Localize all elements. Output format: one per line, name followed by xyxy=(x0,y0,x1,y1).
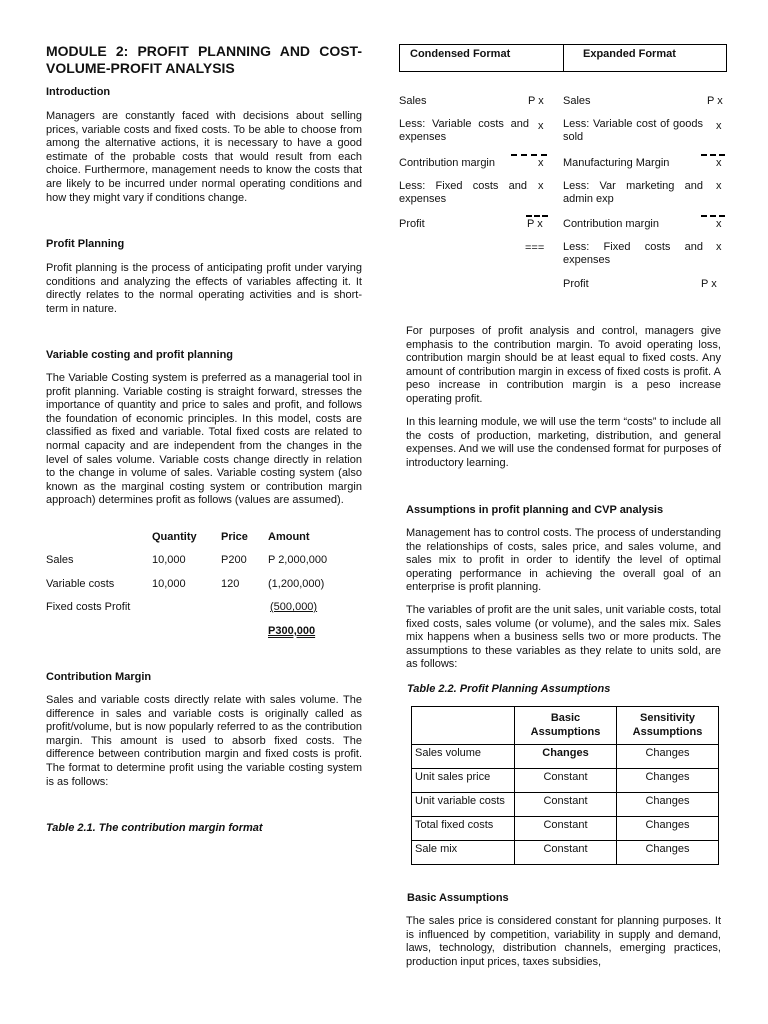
table-cell: Total fixed costs xyxy=(412,817,515,841)
expanded-format-label: Expanded Format xyxy=(583,48,676,60)
table-cell: Changes xyxy=(617,817,719,841)
row-price: 120 xyxy=(221,578,240,590)
profit-planning-text: Profit planning is the process of anticipating profit under varying conditions and analyzing the effects of variables affecting it. It directly relates to the normal operating activities and is short- term in nature. xyxy=(46,262,362,315)
condensed-value: P x xyxy=(527,218,543,230)
condensed-format-label: Condensed Format xyxy=(410,48,511,60)
variable-costing-text: The Variable Costing system is preferred as a managerial tool in profit planning. Variable costing is straight forward, stresses the importance of quantity and price to sales and profit, and follows the foundation of economic principles. In this model, costs are classified as fixed and variable. Total fixed costs are related to normal capacity and are independent from the changes in the level of sales volume. Variable costs change directly in relation to the change in volume of sales. Variable costing system (also known as the marginal costing system or contribution margin approach) determines profit as follows (values are assumed). xyxy=(46,372,362,507)
page-title: MODULE 2: PROFIT PLANNING AND COST-VOLUME-PROFIT ANALYSIS xyxy=(46,43,362,76)
condensed-label: Profit xyxy=(399,218,425,230)
assumptions-text-1: Management has to control costs. The process of understanding the relationships of costs, sales price, and sales volume, and sales mix to profit in order to identify the level of optimal operating performance in achieving the overall goal of an enterprise is profit planning. xyxy=(406,527,721,594)
col-header-quantity: Quantity xyxy=(152,531,197,543)
table-cell: Constant xyxy=(515,841,617,865)
table-row xyxy=(412,793,719,817)
table-cell: Changes xyxy=(515,745,617,769)
table-2-2-caption: Table 2.2. Profit Planning Assumptions xyxy=(407,683,611,695)
row-quantity: 10,000 xyxy=(152,554,186,566)
assumptions-text-2: The variables of profit are the unit sales, unit variable costs, total fixed costs, sales volume (or volume), and the sales mix. Sales mix happens when a business sells two or more products. The assumptions to these variables as they relate to units sold, are as follows: xyxy=(406,604,721,671)
table-row xyxy=(412,745,719,769)
table-row xyxy=(412,841,719,865)
expanded-value: x xyxy=(716,157,722,169)
condensed-label: Sales xyxy=(399,95,427,107)
table-header-cell: Basic Assumptions xyxy=(515,707,617,745)
profit-total: P300,000 xyxy=(268,625,316,637)
expanded-label: Sales xyxy=(563,95,591,107)
table-header-cell: Sensitivity Assumptions xyxy=(617,707,719,745)
expanded-value: P x xyxy=(707,95,723,107)
variable-costing-heading: Variable costing and profit planning xyxy=(46,349,234,361)
expanded-label: Manufacturing Margin xyxy=(563,157,670,169)
condensed-end-mark: === xyxy=(525,242,545,254)
col-header-price: Price xyxy=(221,531,248,543)
table-cell: Constant xyxy=(515,769,617,793)
condensed-label: Less: Variable costs and expenses xyxy=(399,118,529,144)
expanded-value: x xyxy=(716,241,722,253)
expanded-value: x xyxy=(716,218,722,230)
module-text: In this learning module, we will use the term “costs” to include all the costs of production, marketing, distribution, and general expenses. And we will use the condensed format for purposes of introductory learning. xyxy=(406,416,721,469)
row-quantity: 10,000 xyxy=(152,578,186,590)
expanded-value: x xyxy=(716,180,722,192)
row-amount: (500,000) xyxy=(270,601,318,613)
table-cell: Unit variable costs xyxy=(412,793,515,817)
condensed-value: x xyxy=(538,180,544,192)
basic-assumptions-heading: Basic Assumptions xyxy=(407,892,509,904)
basic-assumptions-text: The sales price is considered constant for planning purposes. It is influenced by competition, variability in supply and demand, laws, technology, distribution channels, emerging practices, production input prices, taxes subsidies, xyxy=(406,915,721,968)
condensed-value: x xyxy=(538,120,544,132)
contribution-margin-text: Sales and variable costs directly relate with sales volume. The difference in sales and variable costs is originally called as profit/volume, but is now popularly referred to as the contribution margin. This amount is used to absorb fixed costs. The difference between contribution margin and fixed costs is profit. The format to determine profit using the variable costing system is as follows: xyxy=(46,694,362,788)
table-cell: Changes xyxy=(617,745,719,769)
row-amount: (1,200,000) xyxy=(268,578,325,590)
condensed-label: Less: Fixed costs and expenses xyxy=(399,180,527,206)
table-cell: Constant xyxy=(515,793,617,817)
row-price: P200 xyxy=(221,554,247,566)
condensed-value: x xyxy=(538,157,544,169)
intro-heading: Introduction xyxy=(46,86,111,98)
expanded-value: P x xyxy=(701,278,717,290)
row-amount: P 2,000,000 xyxy=(268,554,328,566)
expanded-label: Profit xyxy=(563,278,589,290)
row-label: Sales xyxy=(46,554,74,566)
assumptions-heading: Assumptions in profit planning and CVP analysis xyxy=(406,504,664,516)
table-cell: Sale mix xyxy=(412,841,515,865)
analysis-text: For purposes of profit analysis and control, managers give emphasis to the contribution margin. To avoid operating loss, contribution margin should be at least equal to fixed costs. Any amount of contribution margin in excess of fixed costs is profit. A peso increase in contribution margin is a peso increase operating profit. xyxy=(406,325,721,405)
condensed-value: P x xyxy=(528,95,544,107)
assumptions-table xyxy=(411,706,719,865)
table-cell: Changes xyxy=(617,841,719,865)
expanded-value: x xyxy=(716,120,722,132)
table-cell: Changes xyxy=(617,769,719,793)
expanded-label: Less: Var marketing and admin exp xyxy=(563,180,703,206)
expanded-label: Contribution margin xyxy=(563,218,659,230)
table-row xyxy=(412,817,719,841)
table-cell: Sales volume xyxy=(412,745,515,769)
profit-planning-heading: Profit Planning xyxy=(46,238,125,250)
contribution-margin-heading: Contribution Margin xyxy=(46,671,152,683)
row-label: Fixed costs Profit xyxy=(46,601,131,613)
table-2-1-caption: Table 2.1. The contribution margin format xyxy=(46,822,263,834)
condensed-label: Contribution margin xyxy=(399,157,495,169)
expanded-label: Less: Fixed costs and expenses xyxy=(563,241,703,267)
table-row xyxy=(412,769,719,793)
table-cell: Unit sales price xyxy=(412,769,515,793)
intro-text: Managers are constantly faced with decisions about selling prices, variable costs and fixed costs. To be able to choose from among the alternative actions, it is necessary to have a good estimate of the probable costs that would result from each choice. Furthermore, management needs to know the costs that are likely to be incurred under normal operating conditions and how they might vary if conditions change. xyxy=(46,110,362,204)
table-cell: Changes xyxy=(617,793,719,817)
table-header-cell xyxy=(412,707,515,745)
row-label: Variable costs xyxy=(46,578,115,590)
format-header xyxy=(399,44,727,72)
expanded-label: Less: Variable cost of goods sold xyxy=(563,118,703,144)
table-cell: Constant xyxy=(515,817,617,841)
table-header-row xyxy=(412,707,719,745)
col-header-amount: Amount xyxy=(268,531,310,543)
